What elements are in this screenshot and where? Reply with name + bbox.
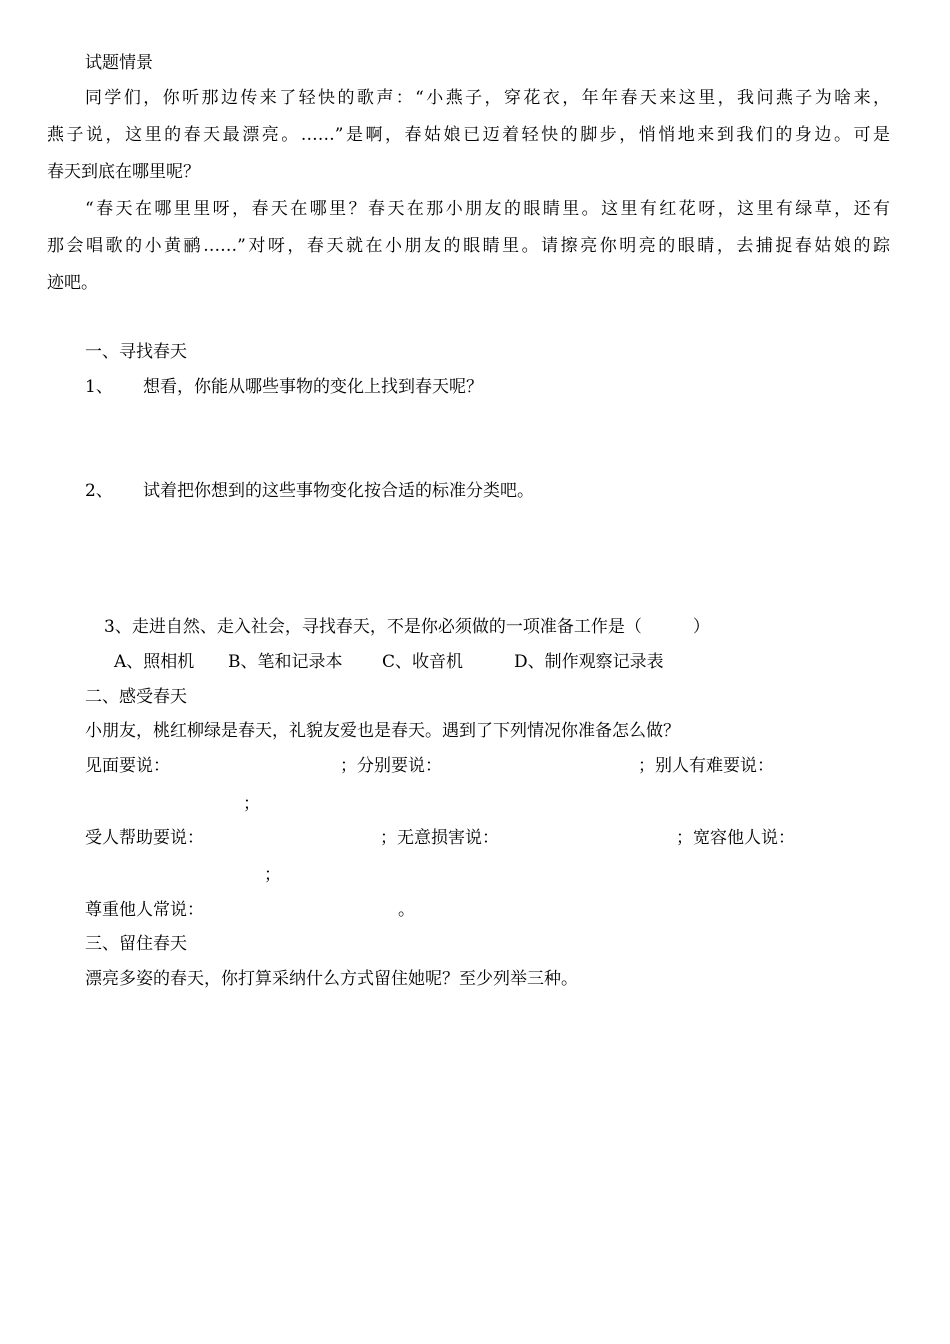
option-c: C、收音机	[382, 652, 464, 672]
period-mark: 。	[398, 900, 415, 920]
question-2-text: 试着把你想到的这些事物变化按合适的标准分类吧。	[143, 481, 534, 501]
prompt-hard: ；别人有难要说：	[638, 756, 774, 776]
section2-intro: 小朋友，桃红柳绿是春天，礼貌友爱也是春天。遇到了下列情况你准备怎么做？	[85, 721, 680, 741]
question-1	[85, 376, 483, 398]
scenario-heading: 试题情景	[85, 53, 153, 73]
prompt-damage: ；无意损害说：	[380, 828, 499, 848]
question-1-text: 想看，你能从哪些事物的变化上找到春天呢？	[143, 377, 483, 397]
question-2	[85, 480, 534, 502]
section3-title: 三、留住春天	[85, 934, 187, 954]
semicolon-1: ；	[243, 794, 260, 814]
scenario-para1-line1: 同学们，你听那边传来了轻快的歌声：“小燕子，穿花衣，年年春天来这里，我问燕子为啥来，	[85, 88, 890, 108]
question-2-number: 2、	[85, 481, 113, 501]
prompt-part: ；分别要说：	[340, 756, 442, 776]
section2-title: 二、感受春天	[85, 687, 187, 707]
question-3: 3、走进自然、走入社会，寻找春天，不是你必须做的一项准备工作是（ ）	[104, 617, 710, 637]
section1-title: 一、寻找春天	[85, 342, 187, 362]
scenario-para1-line2: 燕子说，这里的春天最漂亮。……”是啊，春姑娘已迈着轻快的脚步，悄悄地来到我们的身边。可是	[47, 125, 890, 145]
scenario-para2-line2: 那会唱歌的小黄鹂……”对呀，春天就在小朋友的眼睛里。请擦亮你明亮的眼睛，去捕捉春姑娘的踪	[47, 236, 890, 256]
prompt-respect: 尊重他人常说：	[85, 900, 204, 920]
prompt-meet: 见面要说：	[85, 756, 170, 776]
option-a: A、照相机	[114, 652, 195, 672]
scenario-para2-line3: 迹吧。	[47, 273, 98, 293]
scenario-para1-line3: 春天到底在哪里呢？	[47, 162, 200, 182]
section3-text: 漂亮多姿的春天，你打算采纳什么方式留住她呢？至少列举三种。	[85, 969, 578, 989]
prompt-tolerant: ；宽容他人说：	[676, 828, 795, 848]
prompt-helped: 受人帮助要说：	[85, 828, 204, 848]
scenario-para2-line1: “春天在哪里里呀，春天在哪里？春天在那小朋友的眼睛里。这里有红花呀，这里有绿草，还有	[85, 199, 890, 219]
option-b: B、笔和记录本	[228, 652, 343, 672]
semicolon-2: ；	[264, 865, 281, 885]
option-d: D、制作观察记录表	[514, 652, 664, 672]
question-1-number: 1、	[85, 377, 113, 397]
